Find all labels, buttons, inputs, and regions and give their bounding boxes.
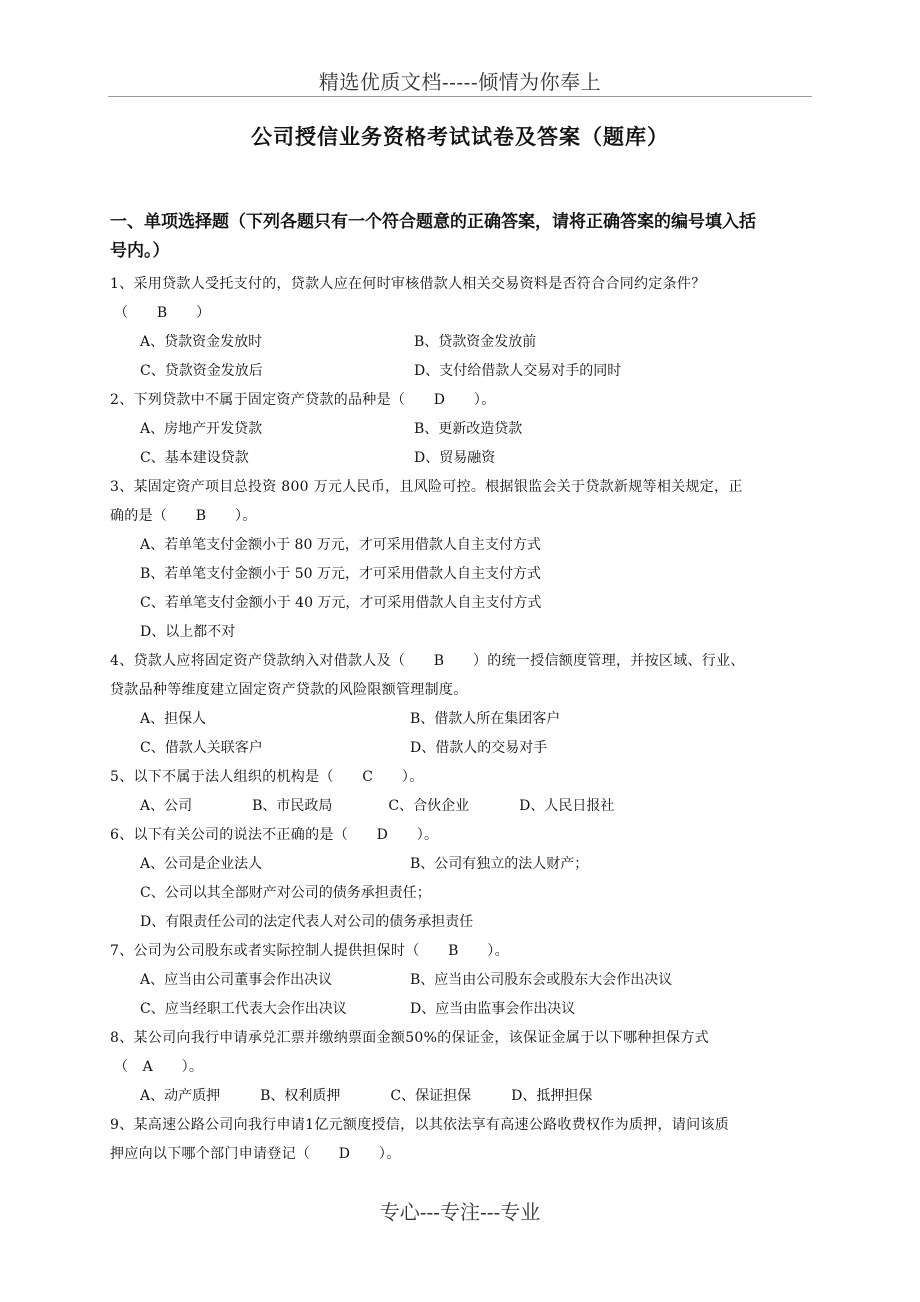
option-d: D、借款人的交易对手 <box>410 740 548 756</box>
option-row <box>110 357 816 386</box>
option-row <box>110 850 816 879</box>
option-b: B、权利质押 <box>260 1088 341 1104</box>
option-row <box>110 328 816 357</box>
option-row <box>110 589 816 618</box>
option-b: B、应当由公司股东会或股东大会作出决议 <box>410 972 673 988</box>
question-stem: 6、以下有关公司的说法不正确的是（ D ）。 <box>110 827 439 843</box>
option-row <box>110 560 816 589</box>
question-stem-continued: 贷款品种等维度建立固定资产贷款的风险限额管理制度。 <box>110 682 468 698</box>
option-c: C、应当经职工代表大会作出决议 <box>140 1001 347 1017</box>
question-8 <box>110 1024 816 1111</box>
option-c: C、若单笔支付金额小于 40 万元，才可采用借款人自主支付方式 <box>140 595 542 611</box>
option-d: D、支付给借款人交易对手的同时 <box>414 363 622 379</box>
question-stem-continued: 押应向以下哪个部门申请登记（ D ）。 <box>110 1146 401 1162</box>
question-stem: 4、贷款人应将固定资产贷款纳入对借款人及（ B ）的统一授信额度管理，并按区域、行业、 <box>110 653 745 669</box>
option-row <box>110 531 816 560</box>
question-answer-blank: （ A ）。 <box>114 1059 204 1075</box>
option-row <box>110 966 816 995</box>
option-d: D、贸易融资 <box>414 450 496 466</box>
page-header: 精选优质文档-----倾情为你奉上 <box>318 70 602 94</box>
option-a: A、房地产开发贷款 <box>140 421 263 437</box>
document-title: 公司授信业务资格考试试卷及答案（题库） <box>251 124 669 149</box>
option-c: C、基本建设贷款 <box>140 450 249 466</box>
option-b: B、若单笔支付金额小于 50 万元，才可采用借款人自主支付方式 <box>140 566 542 582</box>
option-c: C、保证担保 <box>390 1088 472 1104</box>
option-a: A、公司 <box>140 798 193 814</box>
option-c: C、公司以其全部财产对公司的债务承担责任； <box>140 885 431 901</box>
option-row <box>110 734 816 763</box>
question-7 <box>110 937 816 1024</box>
option-a: A、动产质押 <box>140 1088 221 1104</box>
option-row <box>110 879 816 908</box>
option-b: B、贷款资金发放前 <box>414 334 537 350</box>
question-stem: 1、采用贷款人受托支付的，贷款人应在何时审核借款人相关交易资料是否符合合同约定条件？ <box>110 276 706 292</box>
option-c: C、合伙企业 <box>388 798 470 814</box>
question-answer-blank: （ B ） <box>114 305 211 321</box>
option-c: C、贷款资金发放后 <box>140 363 263 379</box>
option-a: A、担保人 <box>140 711 207 727</box>
question-3 <box>110 473 816 647</box>
option-a: A、应当由公司董事会作出决议 <box>140 972 333 988</box>
section-heading-line-1: 一、单项选择题（下列各题只有一个符合题意的正确答案，请将正确答案的编号填入括 <box>110 212 756 232</box>
option-c: C、借款人关联客户 <box>140 740 263 756</box>
question-stem: 7、公司为公司股东或者实际控制人提供担保时（ B ）。 <box>110 943 509 959</box>
option-row <box>110 444 816 473</box>
option-a: A、公司是企业法人 <box>140 856 263 872</box>
question-1 <box>110 270 816 386</box>
option-row <box>110 995 816 1024</box>
option-b: B、公司有独立的法人财产； <box>410 856 589 872</box>
option-row <box>110 1082 816 1111</box>
option-row <box>110 415 816 444</box>
question-5 <box>110 763 816 821</box>
option-row <box>110 908 816 937</box>
question-stem: 8、某公司向我行申请承兑汇票并缴纳票面金额50%的保证金，该保证金属于以下哪种担保方式 <box>110 1030 709 1046</box>
option-b: B、更新改造贷款 <box>414 421 523 437</box>
question-stem: 2、下列贷款中不属于固定资产贷款的品种是（ D ）。 <box>110 392 496 408</box>
question-stem: 9、某高速公路公司向我行申请1亿元额度授信，以其依法享有高速公路收费权作为质押，请问该质 <box>110 1117 730 1133</box>
option-d: D、以上都不对 <box>140 624 236 640</box>
question-6 <box>110 821 816 937</box>
section-heading-line-2: 号内。） <box>110 241 170 261</box>
question-2 <box>110 386 816 473</box>
option-row <box>110 792 816 821</box>
question-stem: 5、以下不属于法人组织的机构是（ C ）。 <box>110 769 424 785</box>
question-stem-continued: 确的是（ B ）。 <box>110 508 257 524</box>
option-d: D、抵押担保 <box>511 1088 593 1104</box>
document-body <box>110 208 816 1169</box>
option-d: D、应当由监事会作出决议 <box>410 1001 576 1017</box>
option-a: A、若单笔支付金额小于 80 万元，才可采用借款人自主支付方式 <box>140 537 541 553</box>
question-stem: 3、某固定资产项目总投资 800 万元人民币，且风险可控。根据银监会关于贷款新规等相关规定，正 <box>110 479 743 495</box>
option-b: B、借款人所在集团客户 <box>410 711 561 727</box>
header-divider <box>108 96 812 97</box>
option-d: D、有限责任公司的法定代表人对公司的债务承担责任 <box>140 914 474 930</box>
page-footer: 专心---专注---专业 <box>379 1200 541 1224</box>
option-d: D、人民日报社 <box>519 798 615 814</box>
question-9 <box>110 1111 816 1169</box>
question-4 <box>110 647 816 763</box>
option-row <box>110 705 816 734</box>
option-a: A、贷款资金发放时 <box>140 334 263 350</box>
option-b: B、市民政局 <box>252 798 333 814</box>
section-heading <box>110 208 816 266</box>
option-row <box>110 618 816 647</box>
